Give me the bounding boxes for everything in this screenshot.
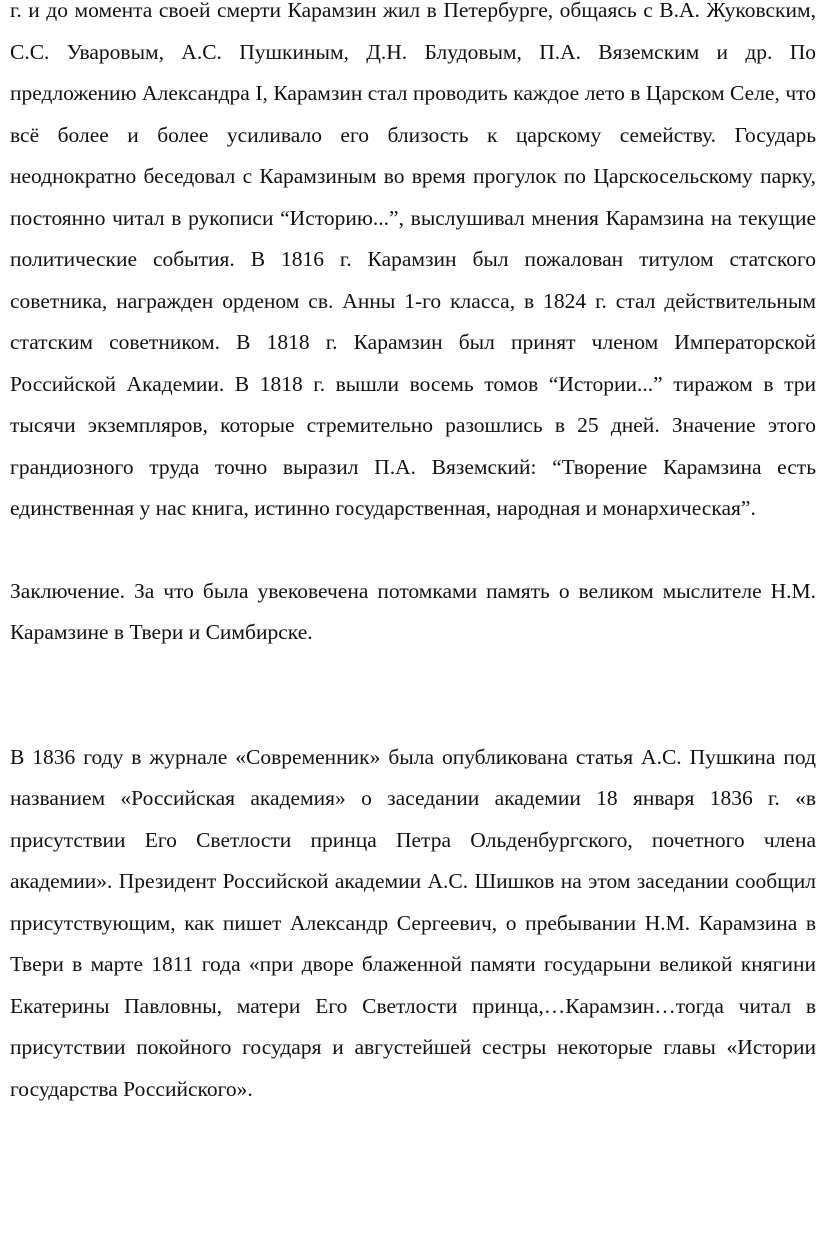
paragraph-conclusion: Заключение. За что была увековечена потомками память о великом мыслителе Н.М. Карамзине в Твери и Симбирске. xyxy=(10,578,816,644)
document-page xyxy=(10,0,816,1110)
paragraph-sovremennik: В 1836 году в журнале «Современник» была опубликована статья А.С. Пушкина под названием «Российская академия» о заседании академии 18 января 1836 г. «в присутствии Его Светлости принца Петра Ольденбургского, почетного члена академии». Президент Российской академии А.С. Шишков на этом заседании сообщил присутствующим, как пишет Александр Сергеевич, о пребывании Н.М. Карамзина в Твери в марте 1811 года «при дворе блаженной памяти государыни великой княгини Екатерины Павловны, матери Его Светлости принца,…Карамзин…тогда читал в присутствии покойного государя и августейшей сестры некоторые главы «Истории государства Российского». xyxy=(10,744,816,1101)
paragraph-karamzin-petersburg: г. и до момента своей смерти Карамзин жил в Петербурге, общаясь с В.А. Жуковским, С.С. Уваровым, А.С. Пушкиным, Д.Н. Блудовым, П.А. Вяземским и др. По предложению Александра I, Карамзин стал проводить каждое лето в Царском Селе, что всё более и более усиливало его близость к царскому семейству. Государь неоднократно беседовал с Карамзиным во время прогулок по Царскосельскому парку, постоянно читал в рукописи “Историю...”, выслушивал мнения Карамзина на текущие политические события. В 1816 г. Карамзин был пожалован титулом статского советника, награжден орденом св. Анны 1-го класса, в 1824 г. стал действительным статским советником. В 1818 г. Карамзин был принят членом Императорской Российской Академии. В 1818 г. вышли восемь томов “Истории...” тиражом в три тысячи экземпляров, которые стремительно разошлись в 25 дней. Значение этого грандиозного труда точно выразил П.А. Вяземский: “Творение Карамзина есть единственная у нас книга, истинно государственная, народная и монархическая”. xyxy=(10,0,816,520)
